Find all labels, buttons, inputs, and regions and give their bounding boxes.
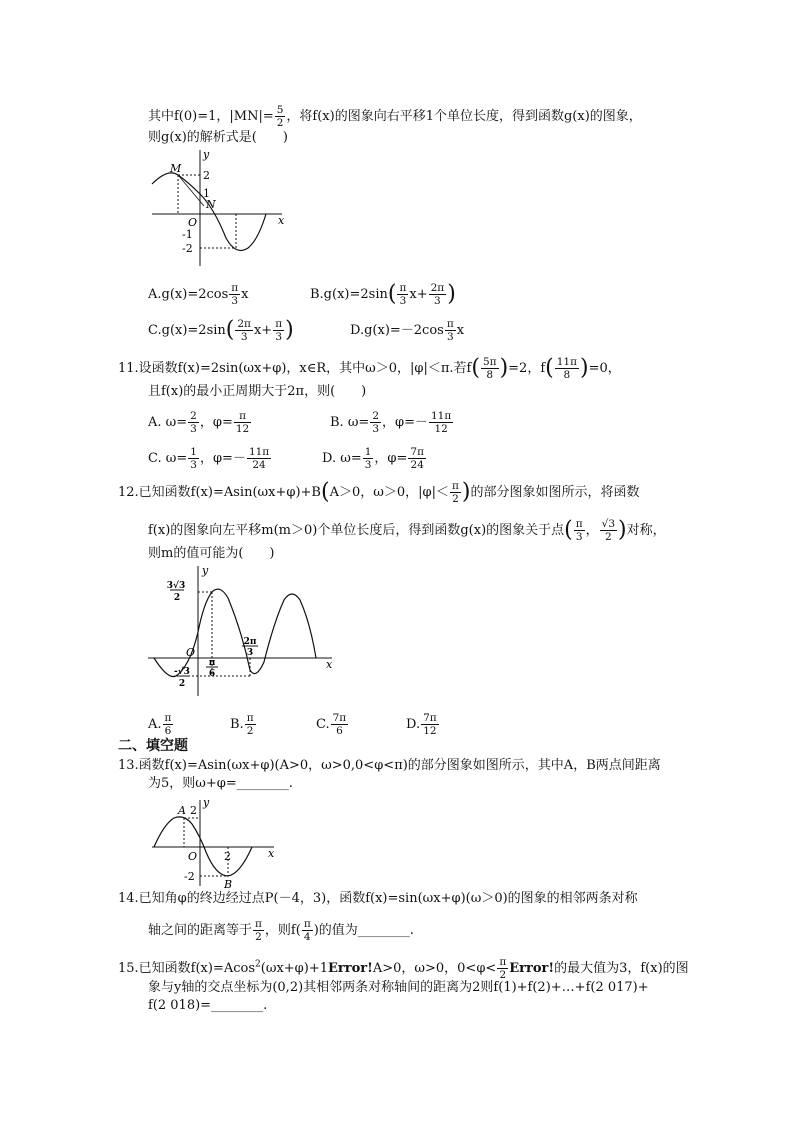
frac-num: 5π — [482, 356, 497, 368]
opt-fraction — [363, 446, 374, 471]
frac-den: 3 — [446, 331, 454, 343]
frac-num: 2 — [372, 410, 379, 422]
paren-right: ) — [618, 517, 627, 543]
opt-text: ，φ=－ — [382, 415, 428, 430]
q11-fraction — [555, 356, 579, 381]
xa-den: 6 — [208, 669, 216, 679]
frac-num: 7π — [410, 446, 424, 458]
opt-fraction — [370, 410, 381, 435]
opt-text: D. — [406, 717, 421, 732]
frac-den: 2 — [255, 931, 262, 943]
opt-text: x+ — [409, 287, 428, 302]
frac-num: 11π — [431, 410, 452, 422]
q15-line1 — [118, 956, 689, 981]
frac-den: 3 — [190, 459, 197, 471]
opt-fraction — [273, 318, 284, 343]
q15-line2: 象与y轴的交点坐标为(0,2)其相邻两条对称轴间的距离为2则f(1)+f(2)+…+f(2 017)+ — [148, 980, 649, 995]
q12-line1 — [118, 480, 639, 505]
q15-superscript: 2 — [255, 959, 261, 970]
opt-text: A.g(x)=2cos — [148, 287, 229, 302]
q12-text: 12.已知函数f(x)=Asin(ωx+φ)+B — [118, 485, 321, 500]
section-heading: 二、填空题 — [118, 738, 188, 754]
frac-den: 3 — [240, 331, 248, 343]
frac-num: 2π — [237, 318, 251, 330]
opt-fraction — [188, 446, 199, 471]
tick-minus-2: -2 — [182, 242, 193, 255]
q11-fraction — [481, 356, 499, 381]
p10-option-a — [148, 282, 249, 307]
q14-text: 轴之间的距离等于 — [148, 923, 253, 938]
x-label: x — [268, 847, 275, 860]
opt-text: B.g(x)=2sin — [310, 287, 388, 302]
frac-num: 2 — [190, 410, 197, 422]
frac-den: 3 — [231, 295, 239, 307]
opt-text: D.g(x)=－2cos — [350, 323, 444, 338]
q12-graph — [146, 562, 342, 700]
frac-num: π — [399, 282, 407, 294]
xb-den: 3 — [246, 648, 254, 658]
p10-graph — [148, 148, 288, 268]
frac-num: 7π — [423, 712, 437, 724]
point-n-label: N — [206, 198, 216, 211]
frac-den: 24 — [252, 459, 266, 471]
q11-option-a — [148, 410, 252, 435]
frac-num: π — [246, 712, 254, 724]
ymin-num: -√3 — [174, 667, 190, 677]
opt-fraction — [234, 410, 251, 435]
q13-line1: 13.函数f(x)=Asin(ωx+φ)(A>0，ω>0,0<φ<π)的部分图象如图所示，其中A，B两点间距离 — [118, 758, 661, 773]
origin-label: O — [188, 850, 198, 863]
opt-fraction — [429, 282, 447, 307]
tick-minus-1: -1 — [182, 228, 193, 241]
frac-num: π — [234, 410, 251, 423]
q12-option-b — [230, 712, 257, 737]
opt-text: ，φ= — [374, 451, 408, 466]
x-label: x — [326, 658, 333, 671]
frac-den: 2 — [605, 531, 612, 543]
p10-text-a: 其中f(0)=1，|MN|= — [148, 109, 274, 124]
frac-den: 3 — [434, 295, 441, 307]
opt-text: C.g(x)=2sin — [148, 323, 226, 338]
opt-fraction — [445, 318, 456, 343]
paren-right: ) — [285, 317, 294, 343]
frac-num: 7π — [332, 712, 347, 724]
frac-den: 3 — [275, 331, 282, 343]
frac-den: 3 — [364, 459, 372, 471]
q12-text: 对称， — [626, 523, 666, 538]
opt-text: C. — [316, 717, 330, 732]
q15-text: A>0，ω>0，0<φ< — [372, 961, 497, 976]
opt-text: A. ω= — [148, 415, 188, 430]
opt-fraction — [421, 712, 439, 737]
opt-fraction — [429, 410, 453, 435]
origin-label: O — [186, 646, 196, 659]
x-label: x — [278, 214, 285, 227]
opt-fraction — [229, 282, 240, 307]
opt-fraction — [397, 282, 408, 307]
q12-text: f(x)的图象向左平移m(m＞0)个单位长度后，得到函数g(x)的图象关于点 — [148, 523, 565, 538]
frac-den: 3 — [190, 423, 197, 435]
frac-num: π — [303, 918, 311, 930]
tick-x-2: 2 — [224, 850, 231, 863]
paren-left: ( — [387, 281, 397, 307]
ymax-num: 3√3 — [166, 581, 186, 591]
paren-left: ( — [564, 517, 573, 543]
q12-line3: 则m的值可能为( ) — [148, 546, 275, 561]
q15-text: 15.已知函数f(x)=Acos — [118, 961, 256, 976]
q14-line1: 14.已知角φ的终边经过点P(－4，3)，函数f(x)=sin(ωx+φ)(ω＞0)的图象的相邻两条对称 — [118, 891, 638, 906]
tick-2: 2 — [190, 804, 197, 817]
opt-fraction — [408, 446, 426, 471]
q11-text: 11.设函数f(x)=2sin(ωx+φ)，x∈R，其中ω＞0，|φ|＜π.若f — [118, 361, 472, 376]
q14-text: ，则f( — [264, 923, 301, 938]
frac-den: 8 — [486, 369, 494, 381]
point-m-label: M — [170, 162, 182, 175]
point-b-label: B — [224, 878, 233, 888]
p10-line2: 则g(x)的解析式是( ) — [148, 130, 288, 145]
mn-fraction — [275, 104, 286, 129]
opt-text: B. ω= — [330, 415, 370, 430]
opt-fraction — [235, 318, 253, 343]
opt-fraction — [188, 410, 199, 435]
y-label: y — [202, 564, 209, 577]
opt-text: A. — [148, 717, 162, 732]
frac-den: 12 — [434, 423, 448, 435]
origin-label: O — [188, 216, 198, 229]
q14-line2 — [148, 918, 414, 943]
q12-fraction — [600, 518, 617, 543]
frac-num: 2π — [430, 282, 445, 294]
q14-fraction — [253, 918, 264, 943]
q13-graph — [150, 796, 278, 888]
q15-line3: f(2 018)=________. — [148, 998, 268, 1013]
frac-num: π — [231, 282, 239, 294]
q15-error-text: Error! — [328, 961, 373, 976]
frac-den: 3 — [372, 423, 379, 435]
frac-den: 4 — [303, 931, 311, 943]
opt-text: x — [241, 287, 249, 302]
paren-right: ) — [499, 355, 509, 381]
q12-option-d — [406, 712, 440, 737]
paren-left: ( — [320, 479, 330, 505]
opt-text: ，φ=－ — [199, 451, 246, 466]
ymin-den: 2 — [178, 679, 186, 689]
frac-num: π — [446, 318, 454, 330]
xa-num: π — [208, 658, 216, 668]
opt-text: x — [456, 323, 465, 338]
frac-den: 2 — [276, 117, 284, 129]
frac-den: 24 — [410, 459, 424, 471]
frac-num: π — [255, 918, 262, 930]
opt-text: x+ — [253, 323, 273, 338]
opt-fraction — [245, 712, 256, 737]
q13-line2: 为5，则ω+φ=________. — [148, 776, 293, 791]
opt-fraction — [163, 712, 174, 737]
opt-text: B. — [230, 717, 244, 732]
frac-den: 2 — [499, 969, 507, 981]
q12-fraction — [574, 518, 585, 543]
frac-num: 1 — [364, 446, 372, 458]
comma: ， — [585, 523, 599, 538]
q11-option-c — [148, 446, 272, 471]
q11-option-d — [322, 446, 427, 471]
opt-text: D. ω= — [322, 451, 362, 466]
y-label: y — [203, 148, 210, 161]
q11-text: =0， — [588, 361, 621, 376]
q12-fraction — [450, 480, 461, 505]
frac-num: π — [164, 712, 172, 724]
tick-1: 1 — [203, 187, 210, 200]
q11-line1 — [118, 356, 621, 381]
q11-option-b — [330, 410, 454, 435]
frac-den: 2 — [452, 493, 459, 505]
frac-den: 3 — [575, 531, 583, 543]
opt-fraction — [331, 712, 349, 737]
paren-left: ( — [545, 355, 554, 381]
paren-left: ( — [225, 317, 235, 343]
xb-num: 2π — [243, 637, 257, 647]
frac-num: √3 — [601, 518, 616, 530]
frac-num: 11π — [248, 446, 270, 458]
frac-num: 11π — [556, 356, 577, 368]
q12-text: 的部分图象如图所示，将函数 — [470, 485, 640, 500]
p10-option-b — [310, 282, 456, 307]
paren-right: ) — [580, 355, 589, 381]
frac-num: π — [575, 518, 583, 530]
q14-fraction — [302, 918, 313, 943]
q12-option-a — [148, 712, 174, 737]
q14-text: )的值为________. — [313, 923, 414, 938]
sine-curve — [152, 173, 266, 251]
q15-text: 的最大值为3，f(x)的图 — [554, 961, 689, 976]
y-label: y — [203, 796, 210, 809]
q11-text: =2，f — [508, 361, 546, 376]
sine-curve — [154, 817, 252, 876]
p10-line1 — [148, 104, 642, 129]
point-a-label: A — [178, 804, 186, 817]
q12-text: A＞0，ω＞0，|φ|＜ — [329, 485, 449, 500]
frac-den: 8 — [563, 369, 571, 381]
frac-den: 12 — [423, 725, 437, 737]
tick-2: 2 — [203, 169, 210, 182]
frac-den: 2 — [246, 725, 254, 737]
paren-right: ) — [461, 479, 471, 505]
p10-option-d — [350, 318, 464, 343]
q15-error-text: Error! — [509, 961, 555, 976]
ymax-den: 2 — [173, 593, 181, 603]
frac-num: π — [451, 480, 459, 492]
opt-fraction — [247, 446, 271, 471]
frac-den: 3 — [399, 295, 407, 307]
paren-right: ) — [447, 281, 456, 307]
q15-fraction — [497, 956, 508, 981]
opt-text: ，φ= — [199, 415, 233, 430]
frac-num: 5 — [276, 104, 284, 116]
frac-num: π — [499, 956, 507, 968]
frac-num: 1 — [190, 446, 197, 458]
p10-text-b: ，将f(x)的图象向右平移1个单位长度，得到函数g(x)的图象， — [286, 109, 642, 124]
tick-minus-2: -2 — [184, 870, 195, 883]
frac-num: π — [275, 318, 283, 330]
opt-text: C. ω= — [148, 451, 188, 466]
q12-line2 — [148, 518, 666, 543]
q15-text: (ωx+φ)+1 — [260, 961, 328, 976]
q11-line2: 且f(x)的最小正周期大于2π，则( ) — [148, 384, 367, 399]
frac-den: 6 — [164, 725, 172, 737]
p10-option-c — [148, 318, 294, 343]
frac-den: 12 — [235, 423, 250, 435]
frac-den: 6 — [336, 725, 343, 737]
paren-left: ( — [471, 355, 480, 381]
q12-option-c — [316, 712, 349, 737]
